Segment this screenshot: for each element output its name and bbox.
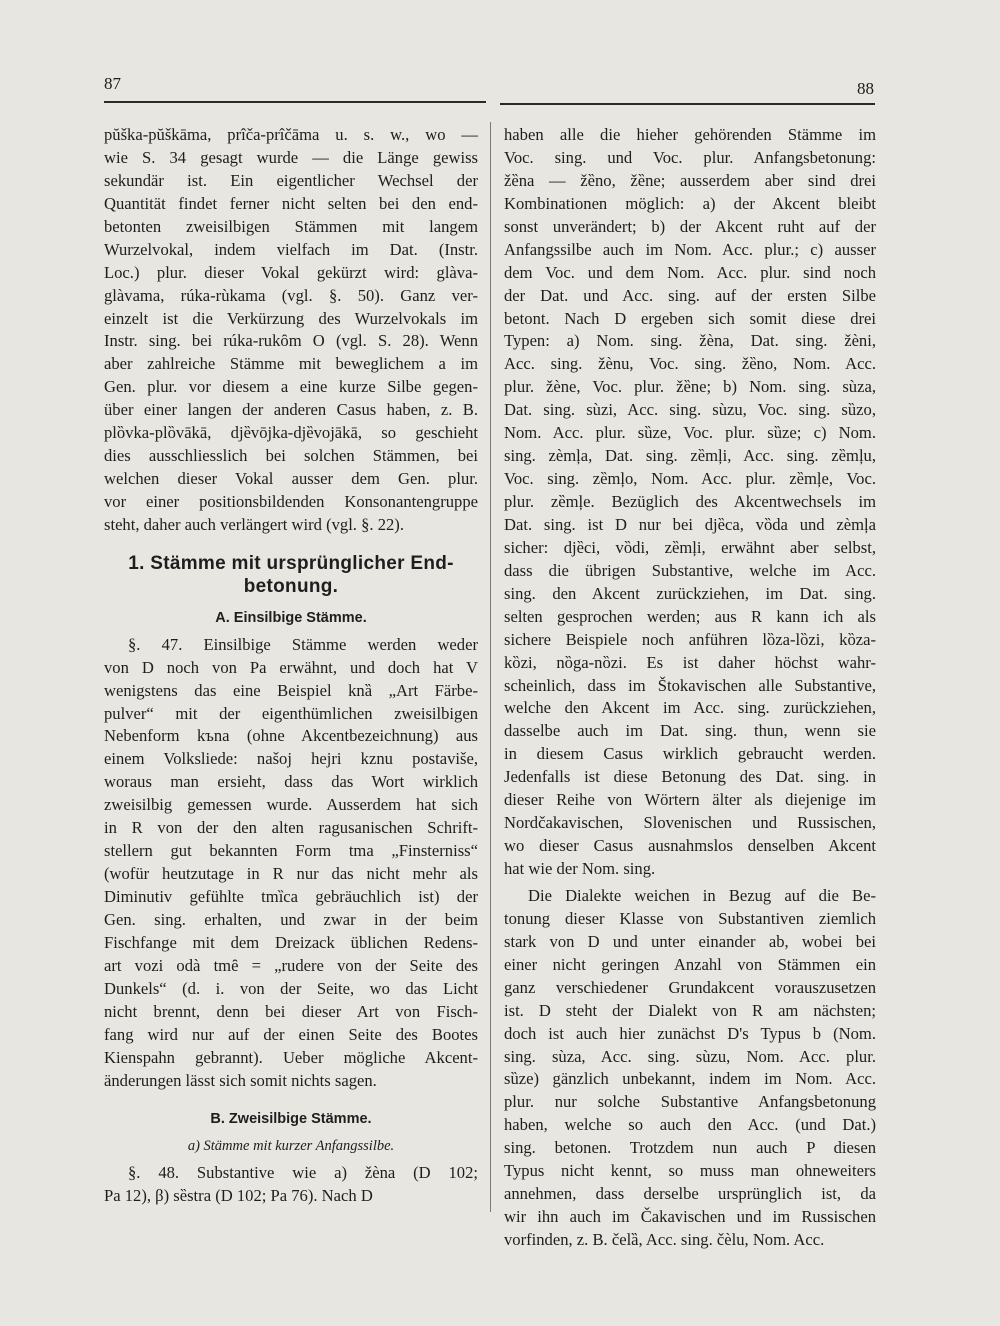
text-line: sing. sùza, Acc. sing. sùzu, Nom. Acc. plur.	[504, 1046, 876, 1066]
text-line: wenigstens das eine Beispiel knȁ „Art Färbe-	[104, 680, 478, 700]
header-rule-left	[104, 101, 486, 103]
text-line: Dunkels“ (d. i. von der Seite, wo das Licht	[104, 978, 478, 998]
subsection-heading-a: A. Einsilbige Stämme.	[215, 609, 367, 626]
column-divider	[490, 122, 491, 1212]
left-paragraph-3	[104, 1162, 478, 1208]
text-line: steht, daher auch verlängert wird (vgl. §. 22).	[104, 514, 404, 534]
right-paragraph-2	[504, 885, 876, 1252]
right-paragraph-1	[504, 124, 876, 881]
text-line: Nom. Acc. plur. sȕze, Voc. plur. sȕze; c) Nom.	[504, 423, 876, 443]
text-line: Kienspahn gebrannt). Ueber mögliche Akcent-	[104, 1047, 478, 1067]
text-line: in diesem Casus wirklich gebraucht werden.	[504, 744, 876, 764]
text-line: dem Voc. und dem Nom. Acc. plur. sind noch	[504, 262, 876, 282]
text-line: sicher: djȅci, vȍdi, zȅmļi, erwähnt aber selbst,	[504, 537, 876, 557]
text-line: kȍzi, nȍga-nȍzi. Es ist daher höchst wahr-	[504, 652, 876, 672]
text-line: haben, welche so auch den Acc. (und Dat.)	[504, 1115, 876, 1135]
text-line: nicht brennt, denn bei dieser Art von Fisch-	[104, 1001, 478, 1021]
page-number-left: 87	[104, 74, 121, 93]
text-line: zweisilbig gemessen wurde. Ausserdem hat sich	[104, 795, 478, 815]
text-line: von D noch von Pa erwähnt, und doch hat V	[104, 657, 478, 677]
text-line: welche den Akcent im Acc. sing. zurückziehen,	[504, 698, 876, 718]
text-line: Loc.) plur. dieser Vokal gekürzt wird: glàva-	[104, 262, 478, 282]
left-column	[104, 124, 478, 1208]
text-line: Quantität findet ferner nicht selten bei den end-	[104, 193, 478, 213]
text-line: scheinlich, dass im Štokavischen alle Substantive,	[504, 675, 876, 695]
text-line: dieser Reihe von Wörtern älter als diejenige im	[504, 790, 876, 810]
text-line: sing. zèmļa, Dat. sing. zȅmļi, Acc. sing. zȅmļu,	[504, 446, 876, 466]
subsection-heading-b: B. Zweisilbige Stämme.	[210, 1111, 372, 1128]
header-rule-right	[500, 103, 875, 105]
text-line: annehmen, dass derselbe ursprünglich ist, da	[504, 1184, 876, 1204]
text-line: in R von der den alten ragusanischen Schrift-	[104, 818, 478, 838]
text-line: Voc. sing. zȅmļo, Nom. Acc. plur. zȅmļe, Voc.	[504, 469, 876, 489]
text-line: sing. den Akcent zurückziehen, im Dat. sing.	[504, 583, 876, 603]
text-line: woraus man ersieht, dass das Wort wirklich	[104, 772, 478, 792]
text-line: einer nicht geringen Anzahl von Stämmen ein	[504, 954, 876, 974]
text-line: Wurzelvokal, indem vielfach im Dat. (Instr.	[104, 239, 478, 259]
text-line: ist. D steht der Dialekt von R am nächsten;	[504, 1000, 876, 1020]
text-line: Dat. sing. ist D nur bei djȅca, vȍda und zèmļa	[504, 514, 876, 534]
text-line: Pa 12), β) sȅstra (D 102; Pa 76). Nach D	[104, 1186, 373, 1206]
text-line: der Dat. und Acc. sing. auf der ersten Silbe	[504, 285, 876, 305]
text-line: sȕze) gänzlich unbekannt, indem im Nom. Acc.	[504, 1069, 876, 1089]
text-line: Instr. sing. bei rúka-rukȏm O (vgl. S. 28). Wenn	[104, 331, 478, 351]
text-line: stark von D und unter einander ab, wobei bei	[504, 931, 876, 951]
text-line: Die Dialekte weichen in Bezug auf die Be-	[528, 885, 876, 905]
text-line: žȅna — žȅno, žȅne; ausserdem aber sind drei	[504, 170, 876, 190]
text-line: plur. zȅmļe. Bezüglich des Akcentwechsels im	[504, 492, 876, 511]
text-line: wir ihn auch im Čakavischen und im Russischen	[504, 1207, 876, 1227]
text-line: stellern gut bekannten Form tma „Finsterniss“	[104, 841, 478, 861]
text-line: sonst unverändert; b) der Akcent ruht auf der	[504, 216, 876, 236]
text-line: plȍvka-plȍvākā, djȅvōjka-djȅvojākā, so geschieht	[104, 423, 478, 443]
text-line: glàvama, rúka-rùkama (vgl. §. 50). Ganz ver-	[104, 285, 478, 305]
text-line: Nordčakavischen, Slovenischen und Russischen,	[504, 813, 876, 833]
text-line: Acc. sing. žènu, Voc. sing. žȅno, Nom. Acc.	[504, 354, 876, 374]
text-line: wo dieser Casus ausnahmslos denselben Akcent	[504, 836, 876, 856]
text-line: betonten zweisilbigen Stämmen mit langem	[104, 216, 478, 236]
text-line: betont. Nach D ergeben sich somit diese drei	[504, 308, 876, 328]
page-number-right: 88	[857, 79, 874, 98]
text-line: aber zahlreiche Stämme mit beweglichem a im	[104, 354, 478, 374]
text-line: Gen. plur. vor diesem a eine kurze Silbe gegen-	[104, 377, 478, 397]
text-line: Nebenform kъna (ohne Akcentbezeichnung) aus	[104, 726, 478, 746]
text-line: plur. žène, Voc. plur. žȅne; b) Nom. sing. sùza,	[504, 377, 876, 397]
text-line: dass die übrigen Substantive, welche im Acc.	[504, 560, 876, 580]
text-line: (wofür heutzutage in R nur das nicht mehr als	[104, 864, 478, 884]
text-line: Diminutiv gefühlte tmȉca gebräuchlich ist) der	[104, 887, 478, 906]
text-line: Typus nicht kennt, so muss man ohneweiters	[504, 1161, 876, 1181]
text-line: änderungen lässt sich somit nichts sagen.	[104, 1070, 377, 1090]
section-heading-1: 1. Stämme mit ursprünglicher End-	[128, 552, 454, 574]
text-line: Voc. sing. und Voc. plur. Anfangsbetonung:	[504, 147, 876, 167]
text-line: sichere Beispiele noch anführen lȍza-lȍzi, kȍza-	[504, 629, 876, 649]
left-paragraph-2	[104, 634, 478, 1093]
text-line: über einer langen der anderen Casus haben, z. B.	[104, 400, 478, 420]
text-line: Kombinationen möglich: a) der Akcent bleibt	[504, 193, 876, 213]
text-line: fang wird nur auf der einen Seite des Bootes	[104, 1024, 478, 1044]
text-line: selten gesprochen werden; aus R kann ich als	[504, 606, 876, 626]
text-line: Fischfange mit dem Dreizack üblichen Redens-	[104, 932, 478, 952]
text-line: vor einer positionsbildenden Konsonantengruppe	[104, 492, 478, 511]
text-line: §. 48. Substantive wie a) žèna (D 102;	[128, 1163, 478, 1183]
text-line: welchen dieser Vokal ausser dem Gen. plur.	[104, 469, 478, 489]
text-line: Typen: a) Nom. sing. žèna, Dat. sing. žèni,	[504, 331, 876, 351]
text-line: tonung dieser Klasse von Substantiven ziemlich	[504, 908, 876, 928]
text-line: dies ausschliesslich bei solchen Stämmen, bei	[104, 446, 478, 466]
section-heading-1-cont: betonung.	[243, 575, 339, 597]
text-line: hat wie der Nom. sing.	[504, 859, 656, 878]
text-line: wie S. 34 gesagt wurde — die Länge gewiss	[104, 147, 478, 167]
text-line: Jedenfalls ist diese Betonung des Dat. sing. in	[504, 767, 876, 787]
text-line: sekundär ist. Ein eigentlicher Wechsel der	[104, 170, 478, 190]
left-paragraph-1	[104, 124, 478, 537]
text-line: haben alle die hieher gehörenden Stämme im	[504, 125, 876, 144]
text-line: ganz verschiedener Grundakcent vorauszusetzen	[504, 977, 876, 997]
text-line: Gen. sing. erhalten, und zwar in der beim	[104, 909, 478, 929]
text-line: pulver“ mit der eigenthümlichen zweisilbigen	[104, 703, 478, 723]
text-line: einem Volksliede: našoj hejri kznu postaviše,	[104, 749, 478, 769]
right-column	[504, 124, 876, 1252]
text-line: pŭška-pŭškāma, prîča-prîčāma u. s. w., wo —	[104, 125, 478, 144]
text-line: Dat. sing. sùzi, Acc. sing. sùzu, Voc. sing. sȕzo,	[504, 400, 876, 420]
sub-subsection-heading: a) Stämme mit kurzer Anfangssilbe.	[187, 1138, 395, 1155]
text-line: plur. nur solche Substantive Anfangsbetonung	[504, 1092, 876, 1112]
text-line: dasselbe auch im Dat. sing. thun, wenn sie	[504, 721, 876, 741]
text-line: doch ist auch hier zunächst D's Typus b (Nom.	[504, 1023, 876, 1043]
text-line: sing. betonen. Trotzdem nun auch P diesen	[504, 1138, 876, 1158]
text-line: Anfangssilbe auch im Nom. Acc. plur.; c) ausser	[504, 239, 876, 259]
text-line: art vozi odà tmȇ = „rudere von der Seite des	[104, 955, 478, 975]
text-line: vorfinden, z. B. čelȁ, Acc. sing. čèlu, Nom. Acc.	[504, 1230, 825, 1249]
text-line: einzelt ist die Verkürzung des Wurzelvokals im	[104, 308, 478, 328]
text-line: §. 47. Einsilbige Stämme werden weder	[128, 634, 478, 654]
